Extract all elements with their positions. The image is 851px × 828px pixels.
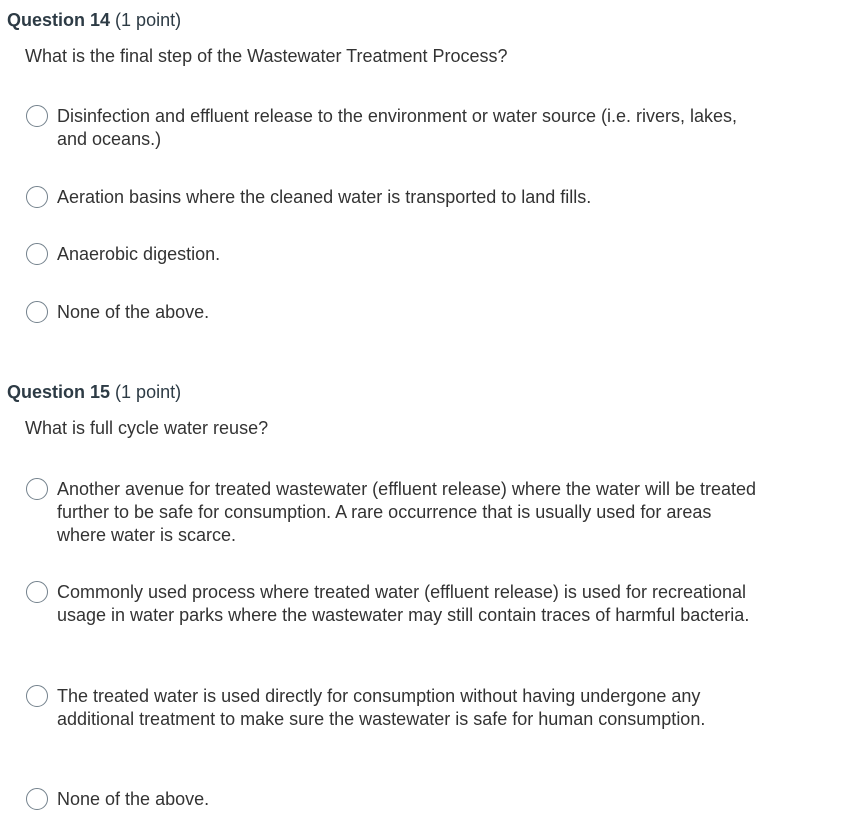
question-15-option-1[interactable] bbox=[26, 478, 766, 548]
question-15-option-4[interactable] bbox=[26, 788, 766, 812]
question-points: (1 point) bbox=[115, 382, 182, 402]
option-label: None of the above. bbox=[57, 302, 210, 322]
radio-button[interactable] bbox=[26, 243, 48, 265]
question-14-prompt: What is the final step of the Wastewater Treatment Process? bbox=[25, 46, 508, 66]
question-points: (1 point) bbox=[115, 10, 182, 30]
option-label: Aeration basins where the cleaned water is transported to land fills. bbox=[57, 187, 592, 207]
radio-button[interactable] bbox=[26, 186, 48, 208]
option-label: Another avenue for treated wastewater (effluent release) where the water will be treated further to be safe for consumption. A rare occurrence that is usually used for areas where water is scarce. bbox=[57, 479, 757, 545]
question-15-header bbox=[7, 381, 181, 403]
question-15-option-2[interactable] bbox=[26, 581, 766, 651]
question-15-prompt: What is full cycle water reuse? bbox=[25, 418, 269, 438]
radio-button[interactable] bbox=[26, 105, 48, 127]
question-15-option-3[interactable] bbox=[26, 685, 766, 755]
radio-button[interactable] bbox=[26, 301, 48, 323]
radio-button[interactable] bbox=[26, 478, 48, 500]
question-14-option-1[interactable] bbox=[26, 105, 766, 153]
option-label: The treated water is used directly for consumption without having undergone any additional treatment to make sure the wastewater is safe for human consumption. bbox=[57, 686, 706, 729]
option-label: Commonly used process where treated water (effluent release) is used for recreational usage in water parks where the wastewater may still contain traces of harmful bacteria. bbox=[57, 582, 750, 625]
option-label: None of the above. bbox=[57, 789, 210, 809]
question-14-option-3[interactable] bbox=[26, 243, 766, 267]
question-14-option-2[interactable] bbox=[26, 186, 766, 210]
radio-button[interactable] bbox=[26, 685, 48, 707]
option-label: Anaerobic digestion. bbox=[57, 244, 221, 264]
question-number: Question 15 bbox=[7, 382, 111, 402]
question-number: Question 14 bbox=[7, 10, 111, 30]
question-14-header bbox=[7, 9, 181, 31]
radio-button[interactable] bbox=[26, 581, 48, 603]
option-label: Disinfection and effluent release to the environment or water source (i.e. rivers, lakes, and oceans.) bbox=[57, 106, 738, 149]
question-14-option-4[interactable] bbox=[26, 301, 766, 325]
radio-button[interactable] bbox=[26, 788, 48, 810]
